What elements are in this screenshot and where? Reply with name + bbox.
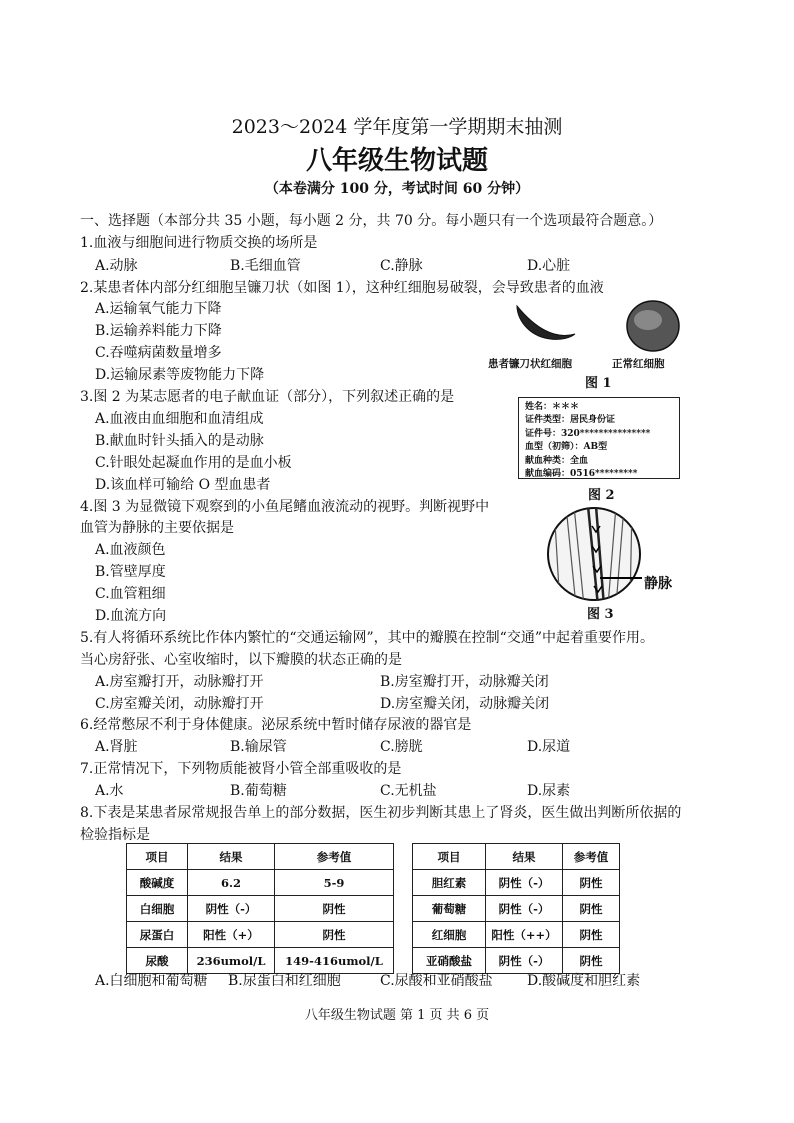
sickle-cell-shape xyxy=(517,306,575,339)
table-header-cell: 项目 xyxy=(413,844,486,870)
figure-2-caption: 图 2 xyxy=(588,488,615,503)
q5-stem-line1: 5.有人将循环系统比作体内繁忙的“交通运输网”，其中的瓣膜在控制“交通”中起着重要作用。 xyxy=(80,630,654,646)
q2-stem: 2.某患者体内部分红细胞呈镰刀状（如图 1），这种红细胞易破裂，会导致患者的血液 xyxy=(80,280,604,296)
q3-option-c: C.针眼处起凝血作用的是血小板 xyxy=(95,455,292,471)
q6-option-c: C.膀胱 xyxy=(380,739,423,755)
card-donation-type: 献血种类：全血 xyxy=(525,455,589,466)
table-cell: 阴性（-） xyxy=(486,896,563,922)
q3-option-a: A.血液由血细胞和血清组成 xyxy=(95,411,264,427)
table-cell: 尿蛋白 xyxy=(127,922,188,948)
table-cell: 阴性 xyxy=(563,922,620,948)
table-row xyxy=(413,870,620,896)
q3-option-b: B.献血时针头插入的是动脉 xyxy=(95,433,264,449)
q8-stem-line2: 检验指标是 xyxy=(80,827,150,843)
q4-option-b: B.管壁厚度 xyxy=(95,564,166,580)
page-footer: 八年级生物试题 第 1 页 共 6 页 xyxy=(304,1008,490,1023)
table-cell: 酸碱度 xyxy=(127,870,188,896)
q8-stem-line1: 8.下表是某患者尿常规报告单上的部分数据，医生初步判断其患上了肾炎，医生做出判断所依据的 xyxy=(80,805,682,821)
table-cell: 236umol/L xyxy=(188,948,275,974)
q4-option-a: A.血液颜色 xyxy=(95,542,166,558)
q4-option-c: C.血管粗细 xyxy=(95,586,166,602)
q8-option-d: D.酸碱度和胆红素 xyxy=(527,973,641,989)
q3-stem: 3.图 2 为某志愿者的电子献血证（部分），下列叙述正确的是 xyxy=(80,389,455,405)
table-header-cell: 参考值 xyxy=(563,844,620,870)
q5-option-a: A.房室瓣打开，动脉瓣打开 xyxy=(95,674,264,690)
q8-option-b: B.尿蛋白和红细胞 xyxy=(228,973,341,989)
table-row xyxy=(127,870,394,896)
q4-option-d: D.血流方向 xyxy=(95,608,167,624)
table-cell: 白细胞 xyxy=(127,896,188,922)
card-id-type: 证件类型：居民身份证 xyxy=(525,415,616,426)
card-name: 姓名：＊＊＊ xyxy=(525,402,580,412)
q6-option-d: D.尿道 xyxy=(527,739,571,755)
table-cell: 阴性 xyxy=(275,896,394,922)
q3-option-d: D.该血样可输给 O 型血患者 xyxy=(95,477,271,493)
figure-1-caption: 图 1 xyxy=(585,376,612,391)
table-cell: 胆红素 xyxy=(413,870,486,896)
card-donation-code: 献血编码：0516********* xyxy=(525,469,638,480)
table-row xyxy=(127,948,394,974)
table-row xyxy=(413,922,620,948)
q4-stem-line2: 血管为静脉的主要依据是 xyxy=(80,520,234,536)
table-cell: 阴性（-） xyxy=(486,948,563,974)
q1-stem: 1.血液与细胞间进行物质交换的场所是 xyxy=(80,235,318,251)
q6-option-b: B.输尿管 xyxy=(230,739,287,755)
q5-option-c: C.房室瓣关闭，动脉瓣打开 xyxy=(95,696,264,712)
table-header-cell: 结果 xyxy=(486,844,563,870)
table-header-row xyxy=(127,844,394,870)
q2-option-b: B.运输养料能力下降 xyxy=(95,323,222,339)
table-cell: 阴性 xyxy=(563,896,620,922)
table-cell: 阴性 xyxy=(563,948,620,974)
table-row xyxy=(127,896,394,922)
q2-option-c: C.吞噬病菌数量增多 xyxy=(95,345,222,361)
card-blood-type: 血型（初筛）：AB型 xyxy=(525,442,608,453)
q8-option-a: A.白细胞和葡萄糖 xyxy=(95,973,208,989)
q6-option-a: A.肾脏 xyxy=(95,739,138,755)
q2-option-a: A.运输氧气能力下降 xyxy=(95,301,222,317)
card-id-number: 证件号：320*************** xyxy=(525,428,651,439)
table-cell: 阳性（++） xyxy=(486,922,563,948)
table-cell: 尿酸 xyxy=(127,948,188,974)
urine-table-left xyxy=(126,843,394,974)
figure-3-vein-label: 静脉 xyxy=(644,576,672,592)
q7-stem: 7.正常情况下，下列物质能被肾小管全部重吸收的是 xyxy=(80,761,402,777)
table-header-cell: 项目 xyxy=(127,844,188,870)
q5-stem-line2: 当心房舒张、心室收缩时，以下瓣膜的状态正确的是 xyxy=(80,652,402,668)
table-cell: 阴性（-） xyxy=(188,896,275,922)
q5-option-b: B.房室瓣打开，动脉瓣关闭 xyxy=(380,674,549,690)
table-cell: 6.2 xyxy=(188,870,275,896)
table-cell: 葡萄糖 xyxy=(413,896,486,922)
figure-1-label-sickle: 患者镰刀状红细胞 xyxy=(488,358,572,370)
q6-stem: 6.经常憋尿不利于身体健康。泌尿系统中暂时储存尿液的器官是 xyxy=(80,717,472,733)
q7-option-b: B.葡萄糖 xyxy=(230,783,287,799)
q7-option-d: D.尿素 xyxy=(527,783,571,799)
q1-option-a: A.动脉 xyxy=(95,258,138,274)
table-cell: 亚硝酸盐 xyxy=(413,948,486,974)
q8-option-c: C.尿酸和亚硝酸盐 xyxy=(380,973,493,989)
figure-1-label-normal: 正常红细胞 xyxy=(612,358,665,370)
exam-note: （本卷满分 100 分，考试时间 60 分钟） xyxy=(264,181,530,197)
q5-option-d: D.房室瓣关闭，动脉瓣关闭 xyxy=(380,696,550,712)
q1-option-b: B.毛细血管 xyxy=(230,258,301,274)
figure-3-caption: 图 3 xyxy=(587,607,614,622)
exam-year-line: 2023～2024 学年度第一学期期末抽测 xyxy=(231,116,563,138)
table-cell: 红细胞 xyxy=(413,922,486,948)
q1-option-d: D.心脏 xyxy=(527,258,571,274)
table-cell: 阴性（-） xyxy=(486,870,563,896)
exam-title: 八年级生物试题 xyxy=(305,146,488,176)
q1-option-c: C.静脉 xyxy=(380,258,423,274)
table-cell: 阳性（+） xyxy=(188,922,275,948)
section-heading: 一、选择题（本部分共 35 小题，每小题 2 分，共 70 分。每小题只有一个选项最符合题意。） xyxy=(80,213,663,229)
table-header-row xyxy=(413,844,620,870)
table-header-cell: 参考值 xyxy=(275,844,394,870)
q2-option-d: D.运输尿素等废物能力下降 xyxy=(95,367,265,383)
table-cell: 阴性 xyxy=(275,922,394,948)
q7-option-a: A.水 xyxy=(95,783,124,799)
q7-option-c: C.无机盐 xyxy=(380,783,437,799)
table-cell: 149-416umol/L xyxy=(275,948,394,974)
table-row xyxy=(413,896,620,922)
figure-2-blood-donation-card xyxy=(518,397,680,479)
urine-table-right xyxy=(412,843,620,974)
table-header-cell: 结果 xyxy=(188,844,275,870)
table-cell: 阴性 xyxy=(563,870,620,896)
q4-stem-line1: 4.图 3 为显微镜下观察到的小鱼尾鳍血液流动的视野。判断视野中 xyxy=(80,499,490,515)
table-cell: 5-9 xyxy=(275,870,394,896)
table-row xyxy=(413,948,620,974)
table-row xyxy=(127,922,394,948)
figure-1-cells xyxy=(505,298,695,356)
